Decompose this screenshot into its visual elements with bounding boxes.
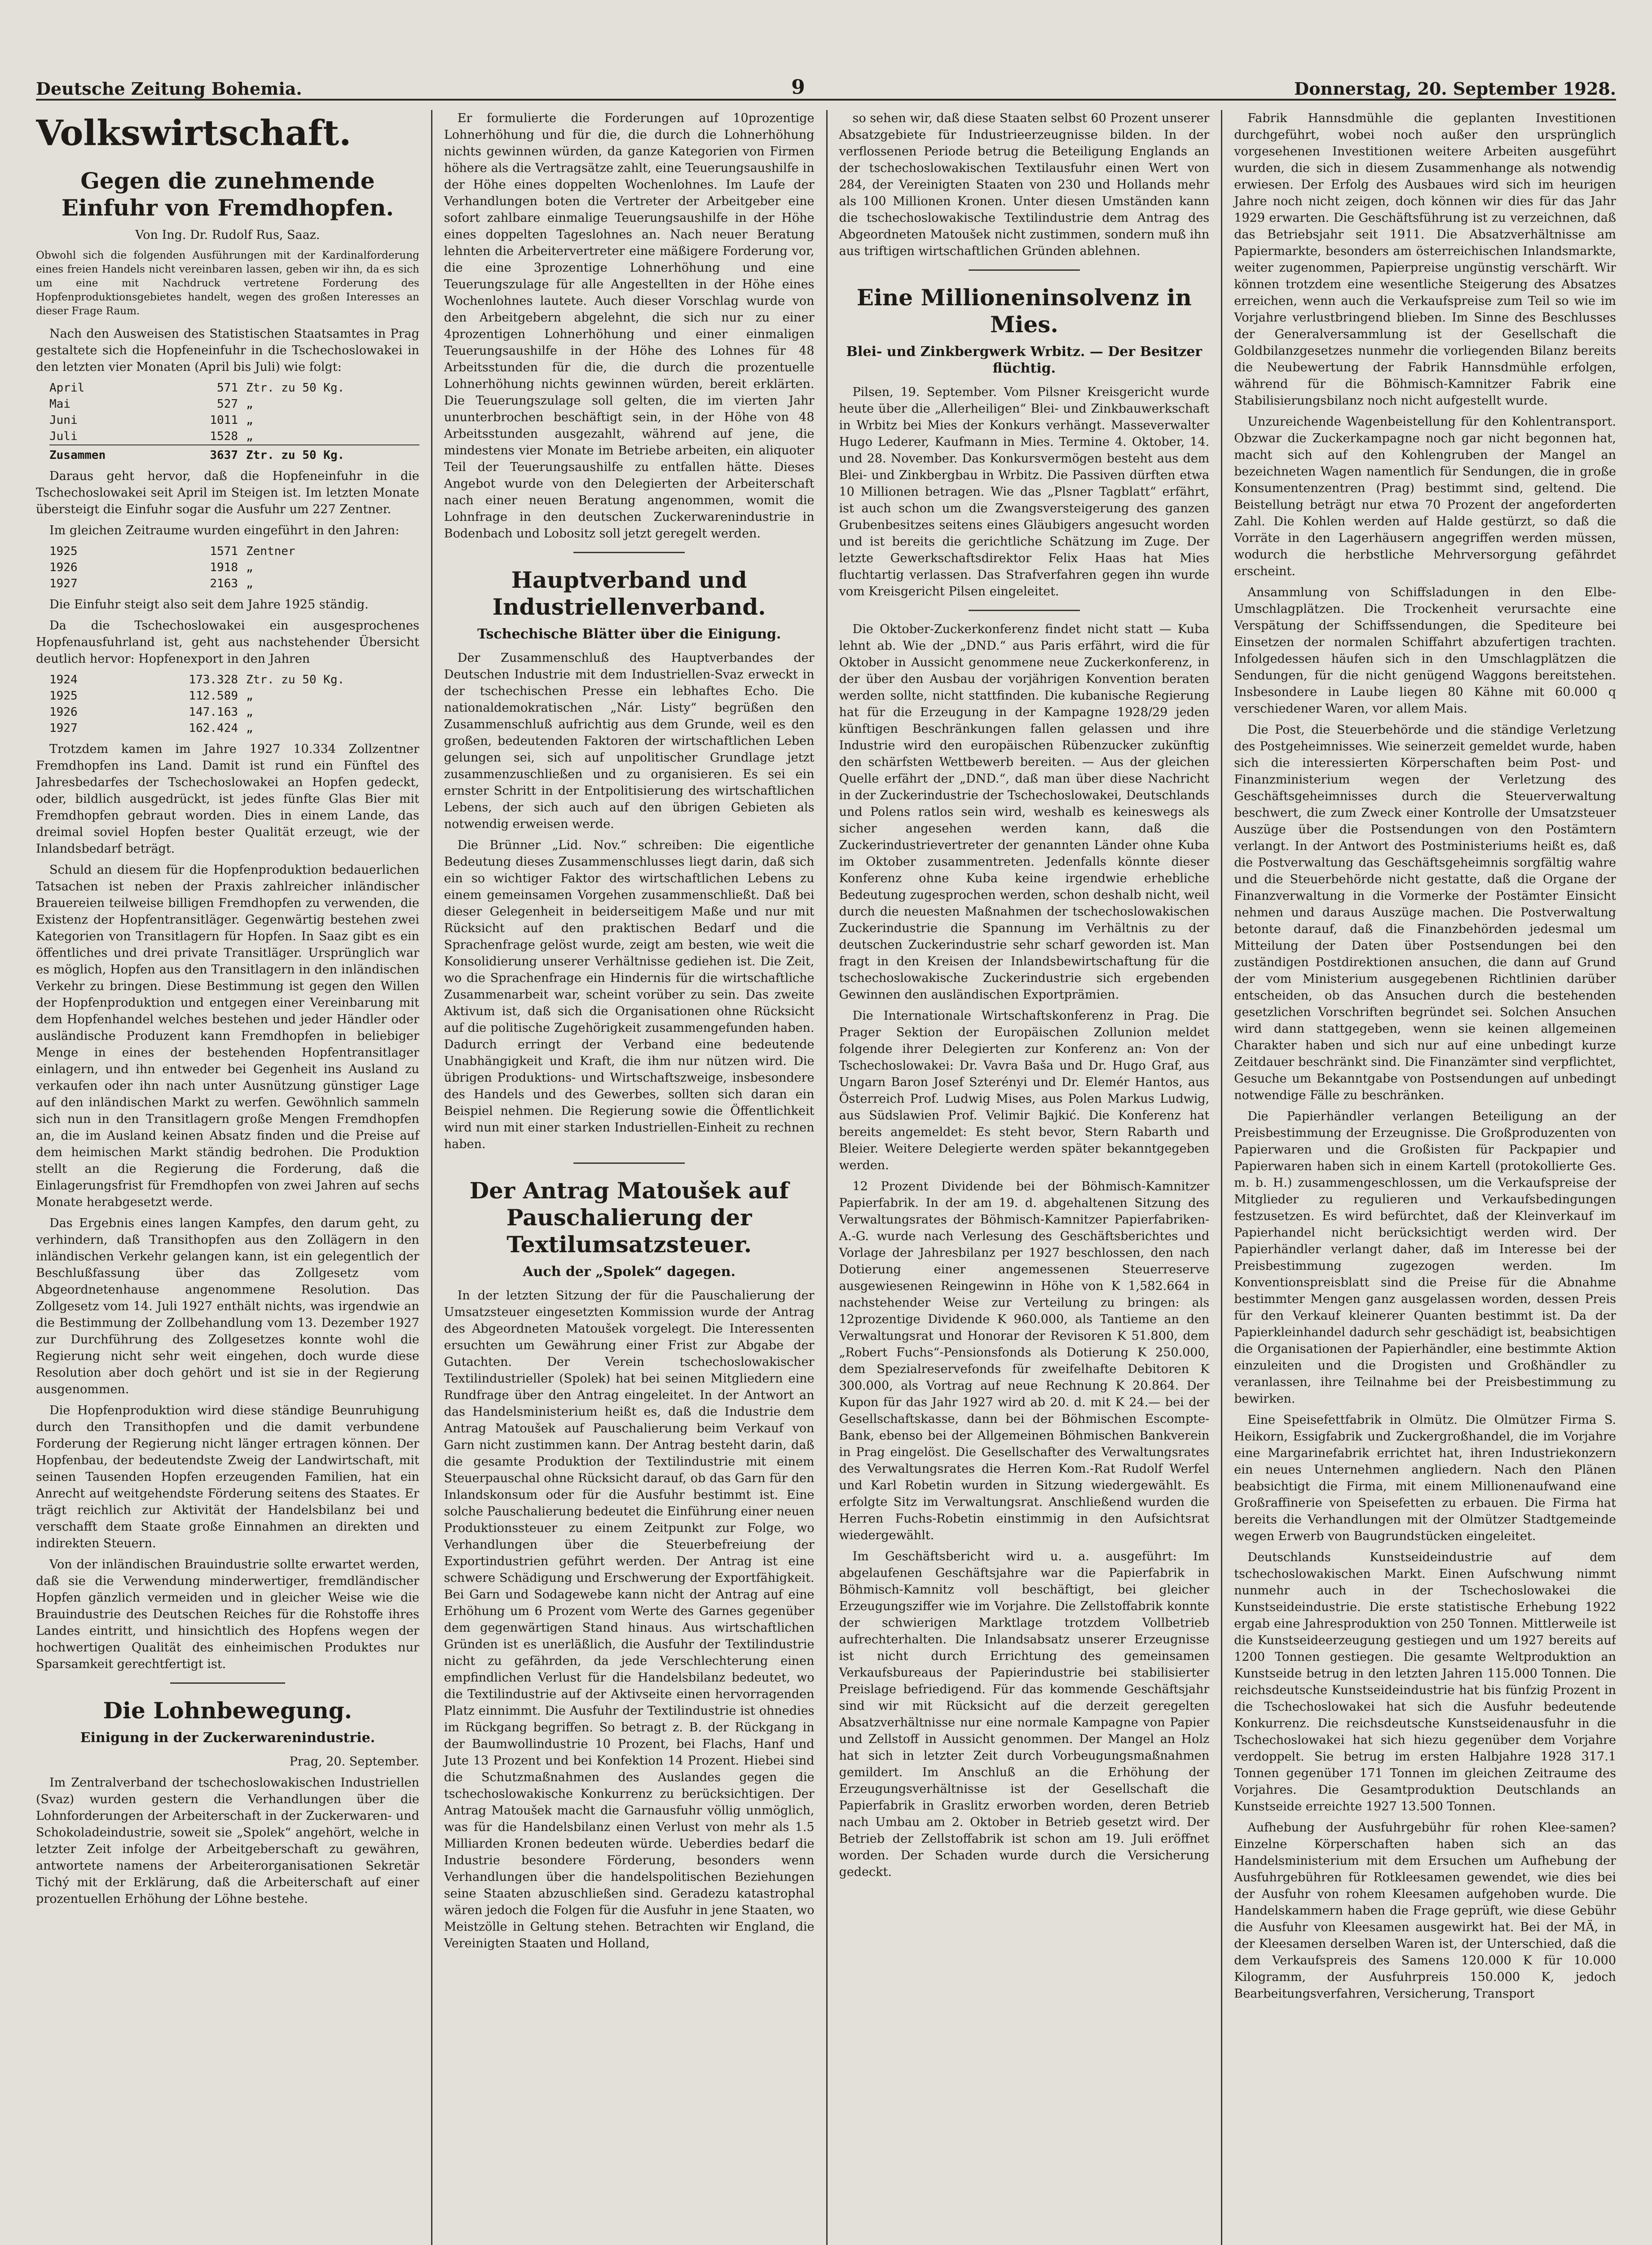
news-item: Die Papierhändler verlangen Beteiligung an der Preisbestimmung der Erzeugnisse. Die Großproduzenten von Papierwaren und die Großisten für Packpapier und Papierwaren haben sich in einem Kartell (protokollierte Ges. m. b. H.) zusammengeschlossen, um die Verkaufspreise der Mitglieder zu regulieren und Verkaufsbedingungen festzusetzen. Es wird befürchtet, daß der Kleinverkauf im Papierhandel nicht berücksichtigt werden wird. Der Papierhändler verlangt daher, daß im Interesse bei der Preisbestimmung zugezogen werden. Im Konventionspreisblatt sind die Preise für die Abnahme bestimmter Mengen ganz ausgelassen worden, dessen Preis für den Verkauf kleinerer Quanten bestimmt ist. Da der Papierkleinhandel dadurch sehr geschädigt ist, beabsichtigen die Organisationen der Papierhändler, eine bestimmte Aktion einzuleiten und die Drogisten und Großhändler zu veranlassen, ihre Teilnahme bei der Preisbestimmung zu bewirken. <box>1234 1109 1616 1406</box>
paragraph: Schuld an diesem für die Hopfenproduktion bedauerlichen Tatsachen ist neben der Praxis zahlreicher inländischer Brauereien teilweise billigen Fremdhopfen zu verwenden, die Existenz der Hopfentransitläger. Gegenwärtig bestehen zwei Kategorien von Transitlagern für Hopfen. In Saaz gibt es ein öffentliches und drei private Transitläger. Ursprünglich war es möglich, Hopfen aus den Transitlagern in den inländischen Verkehr zu bringen. Diese Bestimmung ist gegen den Willen der Hopfenproduktion und entgegen einer Vereinbarung mit dem Hopfenhandel welches bestehen und jeder Händler oder ausländische Produzent kann Fremdhopfen in beliebiger Menge in eines der bestehenden Hopfentransitlager einlagern, und ihn entweder bei Gegenheit ins Ausland zu verkaufen oder ihn nach unter Ausnützung günstiger Lage auf den inländischen Markt zu werfen. Gewöhnlich sammeln sich nun in den Transitlagern große Mengen Fremdhopfen an, die im Ausland keinen Absatz finden und die Preise auf dem heimischen Markt ständig bedrohen. Die Produktion stellt an die Regierung die Forderung, daß die Einlagerungsfrist für Fremdhopfen von zwei Jahren auf sechs Monate herabgesetzt werde. <box>36 863 419 1209</box>
masthead <box>36 67 1616 101</box>
paragraph: Die Hopfenproduktion wird diese ständige Beunruhigung durch den Transithopfen und die damit verbundene Forderung der Regierung nicht länger ertragen können. Der Hopfenbau, der bedeutendste Zweig der Landwirtschaft, mit seinen Tausenden Hopfen erzeugenden Familien, hat ein Anrecht auf weitgehendste Förderung seitens des Staates. Er trägt reichlich zur Aktivität der Handelsbilanz bei und verschafft dem Staate große Einnahmen an direkten und indirekten Steuern. <box>36 1404 419 1550</box>
article-subtitle: Auch der „Spolek“ dagegen. <box>523 1264 736 1280</box>
paragraph: Er formulierte die Forderungen auf 10prozentige Lohnerhöhung und für die, die durch die Lohnerhöhung nichts gewinnen würden, da ganze Kategorien von Firmen höhere als die Vertragsätze zahlt, eine Teuerungsaushilfe in der Höhe eines doppelten Wochenlohnes. Im Laufe der Verhandlungen boten die Vertreter der Arbeitgeber eine sofort zahlbare einmalige Teuerungsaushilfe in der Höhe eines doppelten Tageslohnes an. Nach neuer Beratung lehnten die Arbeitervertreter eine mäßigere Forderung vor, die eine 3prozentige Lohnerhöhung und eine Teuerungszulage für alle Angestellten in der Höhe eines Wochenlohnes lautete. Auch dieser Vorschlag wurde von den Arbeitgebern abgelehnt, die sich nur zu einer 4prozentigen Lohnerhöhung und einer einmaligen Teuerungsaushilfe in der Höhe des Lohnes für 48 Arbeitsstunden für die, die durch die prozentuelle Lohnerhöhung nichts gewinnen würden, bereit erklärten. Die Teuerungszulage soll gelten, die im vierten Jahr ununterbrochen beschäftigt sein, in der Höhe von 48 Arbeitsstunden ausgezahlt, während auf jene, die mindestens vier Monate im Betriebe arbeiten, ein aliquoter Teil der Teuerungsaushilfe zu entfallen hätte. Dieses Angebot wurde von den Delegierten der Arbeiterschaft nach einer neuen Beratung angenommen, womit die Lohnfrage in den deutschen Zuckerwarenindustrie in Bodenbach und Lobositz soll jetzt geregelt werden. <box>444 111 815 541</box>
news-item: Ansammlung von Schiffsladungen in den Elbe-Umschlagplätzen. Die Trockenheit verursachte eine Verspätung der Schiffssendungen, die Spediteure bei Einsetzen der normalen Schiffahrt abzufertigen trachten. Infolgedessen häufen sich in den Umschlagplätzen die Sendungen, für die nicht genügend Waggons bereitstehen. Insbesondere in Laube liegen 80 Kähne mit 60.000 q verschiedener Waren, vor allem Mais. <box>1234 585 1616 716</box>
stats-row: 1924 173.328 Ztr. zu 50 Kg. <box>49 673 345 687</box>
divider <box>969 269 1079 271</box>
column-3 <box>826 110 1221 2245</box>
article-title: Der Antrag Matoušek auf Pauschalierung der Textilumsatzsteuer. <box>469 1177 789 1258</box>
news-item: Eine Speisefettfabrik in Olmütz. Die Olmützer Firma S. Heikorn, Essigfabrik und Zuckergroßhandel, die im Vorjahre eine Margarinefabrik errichtet hat, ihren Industriekonzern ein neues Unternehmen angliedern. Nach den Plänen beabsichtigt die Firma, mit einem Millionenaufwand eine Großraffinerie von Speisefetten zu erbauen. Die Firma hat bereits die Verhandlungen mit der Olmützer Stadtgemeinde wegen Erwerb von Baugrundstücken eingeleitet. <box>1234 1413 1616 1543</box>
column-2 <box>431 110 826 2245</box>
stats-row: Mai 527 „ <box>49 397 253 411</box>
article-subtitle: Einigung in der Zuckerwarenindustrie. <box>80 1730 375 1746</box>
paragraph: Der Zusammenschluß des Hauptverbandes der Deutschen Industrie mit dem Industriellen-Svaz erweckt in der tschechischen Presse ein lebhaftes Echo. Die nationaldemokratischen „Nár. Listy“ begrüßen den Zusammenschluß aufrichtig aus dem Grunde, weil es den großen, bedeutenden Faktoren der wirtschaftlichen Leben gelungen sei, sich auf unpolitischer Grundlage jetzt zusammenzuschließen und zu organisieren. Es sei ein ernster Schritt in der Entpolitisierung des wirtschaftlichen Lebens, der sich auch auf den übrigen Gebieten als notwendig erweisen werde. <box>444 651 815 831</box>
article-author: Von Ing. Dr. Rudolf Rus, Saaz. <box>135 228 320 242</box>
divider <box>573 1162 684 1164</box>
export-stats-years <box>49 672 419 736</box>
column-4 <box>1221 110 1616 2245</box>
stats-row: 1925 1571 Zentner <box>49 545 295 558</box>
paragraph: Im gleichen Zeitraume wurden eingeführt in den Jahren: <box>49 524 400 537</box>
paragraph: Im Zentralverband der tschechoslowakischen Industriellen (Svaz) wurden gestern die Verhandlungen über die Lohnforderungen der Arbeiterschaft in der Zuckerwaren- und Schokoladeindustrie, soweit sie „Spolek“ angehört, welche in letzter Zeit infolge der Arbeitgeberschaft zu gewähren, antwortete namens der Arbeiterorganisationen Sekretär Tichý mit der Erklärung, daß die Arbeiterschaft auf einer prozentuellen Erhöhung der Löhne bestehe. <box>36 1776 419 1906</box>
stats-row: 1927 2163 „ <box>49 577 253 590</box>
news-item: Die Post, die Steuerbehörde und die ständige Verletzung des Postgeheimnisses. Wie seinerzeit gemeldet wurde, haben sich die interessierten Körperschaften beim Post- und Finanzministerium wegen der Verletzung des Geschäftsgeheimnisses durch die Steuerverwaltung beschwert, die zum Zweck einer Kontrolle der Umsatzsteuer Auszüge über die Postsendungen von den Postämtern verlangt. In der Antwort des Postministeriums heißt es, daß die Postverwaltung das Geschäftsgeheimnis sorgfältig wahre und die Steuerbehörde nicht gestatte, daß die Organe der Finanzverwaltung in die Vormerke der Postämter Einsicht nehmen und daraus Auszüge machen. Die Postverwaltung betonte darauf, daß die Finanzbehörden jedesmal um Mitteilung der Daten über Postsendungen bei den zuständigen Postdirektionen ansuchen, die dann auf Grund der vom Ministerium ausgegebenen Richtlinien darüber entscheiden, ob das Ansuchen durch die bestehenden gesetzlichen Vorschriften begründet sei. Solchen Ansuchen wird dann stattgegeben, wenn sie keinen allgemeinen Charakter haben und sich nur auf eine unbedingt kurze Zeitdauer beschränkt sind. Die Finanzämter sind verpflichtet, Gesuche um Bekanntgabe von Postsendungen auf unbedingt notwendige Fälle zu beschränken. <box>1234 723 1616 1102</box>
article-title: Eine Millioneninsolvenz in Mies. <box>856 284 1192 338</box>
paragraph: Daraus geht hervor, daß die Hopfeneinfuhr in die Tschechoslowakei seit April im Steigen ist. Im letzten Monate übersteigt die Einfuhr sogar die Ausfuhr um 227 Zentner. <box>36 469 419 516</box>
article-subtitle: Blei- und Zinkbergwerk Wrbitz. — Der Besitzer flüchtig. <box>846 344 1203 376</box>
paragraph: Nach den Ausweisen des Statistischen Staatsamtes in Prag gestaltete sich die Hopfeneinfuhr in die Tschechoslowakei in den letzten vier Monaten (April bis Juli) wie folgt: <box>36 327 419 374</box>
news-item: Die Oktober-Zuckerkonferenz findet nicht statt — Kuba lehnt ab. Wie der „DND.“ aus Paris erfährt, wird die für Oktober in Aussicht genommene neue Zuckerkonferenz, in der über den Ausbau der vorjährigen Konvention beraten werden sollte, nicht stattfinden. Die kubanische Regierung hat für die Erzeugung in der Kampagne 1928/29 jeden künftigen Beschränkungen fallen gelassen und ihre Industrie wird den europäischen Rübenzucker zukünftig den schärfsten Wettbewerb bereiten. — Aus der gleichen Quelle erfährt der „DND.“, daß man über diese Nachricht in der Zuckerindustrie der Tschechoslowakei, Deutschlands und Polens ratlos sein wird, weshalb es keineswegs als sicher angesehen werden kann, daß die Zuckerindustrievertreter der genannten Länder ohne Kuba im Oktober zusammentreten. Jedenfalls könnte dieser Konferenz ohne Kuba keine irgendwie erhebliche Bedeutung zugesprochen werden, schon deshalb nicht, weil durch die neuesten Maßnahmen der tschechoslowakischen Zuckerindustrie die Spannung im Verhältnis zu der deutschen Zuckerindustrie sehr scharf geworden ist. Man fragt in den Kreisen der Inlandsbewirtschaftung für die tschechoslowakische Zuckerindustrie sich ergebenden Gewinnen den ausländischen Exportprämien. <box>839 622 1210 1002</box>
stats-row: 1925 112.589 „ <box>49 689 253 703</box>
masthead-paper-name: Deutsche Zeitung Bohemia. <box>36 79 302 99</box>
article-subtitle: Tschechische Blätter über die Einigung. <box>477 626 781 642</box>
paragraph: In der letzten Sitzung der für die Pauschalierung der Umsatzsteuer eingesetzten Kommission wurde der Antrag des Abgeordneten Matoušek vorgelegt. Die Interessenten ersuchten um Gewährung einer Frist zur Abgabe der Gutachten. Der Verein tschechoslowakischer Textilindustrieller (Spolek) hat bei seinen Mitgliedern eine Rundfrage über den Antrag eingeleitet. In der Antwort an das Handelsministerium heißt es, daß die Industrie dem Antrag Matoušek auf Pauschalierung beim Verkauf von Garn nicht zustimmen kann. Der Antrag besteht darin, daß die gesamte Produktion der Textilindustrie mit einem Steuerpauschal ohne Rücksicht darauf, ob das Garn für den Inlandskonsum oder für die Ausfuhr bestimmt ist. Eine solche Pauschalierung bedeutet die Einführung einer neuen Produktionssteuer zu einem Zeitpunkt zur Folge, wo Verhandlungen über die Steuerbefreiung der Exportindustrien geführt werden. Der Antrag ist eine schwere Schädigung und Erschwerung der Exportfähigkeit. Bei Garn und Sodagewebe kann nicht der Antrag auf eine Erhöhung um 6 Prozent vom Werte des Garnes gegenüber dem gegenwärtigen Stand hinaus. Aus wirtschaftlichen Gründen ist es unerläßlich, die Ausfuhr der Textilindustrie nicht zu gefährden, da jede Verschlechterung einen empfindlichen Verlust für die Handelsbilanz bedeutet, wo die Textilindustrie auf der Aktivseite einen hervorragenden Platz einnimmt. Die Ausfuhr der Textilindustrie ist ohnedies im Rückgang begriffen. So betragt z. B. der Rückgang in der Baumwollindustrie 10 Prozent, bei Flachs, Hanf und Jute 13 Prozent und bei Konfektion 14 Prozent. Hiebei sind die Schutzmaßnahmen des Auslandes gegen die tschechoslowakische Konkurrenz zu berücksichtigen. Der Antrag Matoušek macht die Garnausfuhr völlig unmöglich, was für die Handelsbilanz einen Verlust von mehr als 1.5 Milliarden Kronen bedeuten würde. Ueberdies bedarf die Industrie besondere Förderung, besonders wenn Verhandlungen über die handelspolitischen Beziehungen seine Staaten abzuschließen sind. Geradezu katastrophal wären jedoch die Folgen für die Ausfuhr in jene Staaten, wo Meistzölle in Geltung stehen. Betrachten wir England, die Vereinigten Staaten und Holland, <box>444 1289 815 1950</box>
article-intro: Obwohl sich die folgenden Ausführungen mit der Kardinalforderung eines freien Handels nicht vereinbaren lassen, geben wir ihn, da es sich um eine mit Nachdruck vertretene Forderung des Hopfenproduktionsgebietes handelt, wegen des großen Interesses an dieser Frage Raum. <box>36 250 419 317</box>
paragraph: Die Brünner „Lid. Nov.“ schreiben: Die eigentliche Bedeutung dieses Zusammenschlusses liegt darin, daß sich ein so wichtiger Faktor des wirtschaftlichen Lebens zu einem gemeinsamen Vorgehen zusammenschließt. Daß bei dieser Gelegenheit in beiderseitigem Maße und nur mit Rücksicht auf den praktischen Bedarf und die Sprachenfrage gelöst wurde, zeigt am besten, wie weit die Konsolidierung unserer Verhältnisse gediehen ist. Die Zeit, wo die Sprachenfrage ein Hindernis für die wirtschaftliche Zusammenarbeit war, scheint vorüber zu sein. Das zweite Aktivum ist, daß sich die Organisationen ohne Rücksicht auf die politische Zugehörigkeit zusammengefunden haben. Dadurch erringt der Verband eine bedeutende Unabhängigkeit und Kraft, die ihm nur nützen wird. Die übrigen Produktions- und Wirtschaftszweige, insbesondere des Handels und des Gewerbes, sollten sich daran ein Beispiel nehmen. Die Regierung sowie die Öffentlichkeit wird nun mit einer starken Industriellen-Einheit zu rechnen haben. <box>444 838 815 1151</box>
news-item: Deutschlands Kunstseideindustrie auf dem tschechoslowakischen Markt. Einen Aufschwung nimmt nunmehr auch in der Tschechoslowakei die Kunstseideindustrie. Die erste statistische Erhebung 1922 ergab eine Jahresproduktion von 250 Tonnen. Mittlerweile ist die Kunstseideerzeugung gestiegen und um 1927 bereits auf 1200 Tonnen gestiegen. Die gesamte Weltproduktion an Kunstseide betrug in den letzten Jahren 115.000 Tonnen. Die reichsdeutsche Kunstseideindustrie hat bis fünfzig Prozent in die Tschechoslowakei hat sich die Ausfuhr bedeutende Konkurrenz. Die reichsdeutsche Kunstseidenausfuhr in die Tschechoslowakei hat sich hiezu gegenüber dem Vorjahre verdoppelt. Sie betrug im ersten Halbjahre 1928 317.1 Tonnen gegenüber 171 Tonnen im gleichen Zeitraume des Vorjahres. Die Gesamtproduktion Deutschlands an Kunstseide erreichte 1927 13.500 Tonnen. <box>1234 1550 1616 1814</box>
masthead-date: Donnerstag, 20. September 1928. <box>1294 79 1616 99</box>
article-title: Die Lohnbewegung. <box>103 1697 352 1724</box>
stats-row: 1926 1918 „ <box>49 561 253 574</box>
article-title: Gegen die zunehmende Einfuhr von Fremdhopfen. <box>61 167 394 221</box>
page-number: 9 <box>791 76 805 99</box>
section-title: Volkswirtschaft. <box>36 113 352 154</box>
paragraph: Von der inländischen Brauindustrie sollte erwartet werden, daß sie die Verwendung minderwertiger, fremdländischer Hopfen gänzlich vermeiden und in gleicher Weise wie die Brauindustrie des Deutschen Reiches für die Rohstoffe ihres Landes eintritt, und hinsichtlich des Hopfens wegen der hochwertigen Qualität des einheimischen Produktes nur Sparsamkeit gerechtfertigt ist. <box>36 1558 419 1671</box>
import-stats-months <box>49 380 419 463</box>
paragraph: Im Geschäftsbericht wird u. a. ausgeführt: Im abgelaufenen Geschäftsjahre war die Papierfabrik in Böhmisch-Kamnitz voll beschäftigt, bei gleicher Erzeugungsziffer wie im Vorjahre. Die Zellstoffabrik konnte der schwierigen Marktlage trotzdem Vollbetrieb aufrechterhalten. Die Inlandsabsatz unserer Erzeugnisse ist nicht durch Errichtung des gemeinsamen Verkaufsbureaus der Papierindustrie bei stabilisierter Preislage befriedigend. Für das kommende Geschäftsjahr sind wir mit Rücksicht auf die derzeit geregelten Absatzverhältnisse nur eine normale Kampagne von Papier und Zellstoff in Aussicht genommen. Der Mangel an Holz hat sich in letzter Zeit durch Vorbeugungsmaßnahmen gemildert. Im Anschluß an die Erhöhung der Erzeugungsverhältnisse ist der Gesellschaft die Papierfabrik in Graslitz erworben worden, deren Betrieb nach Umbau am 2. Oktober in Betrieb gesetzt wird. Der Betrieb der Zellstoffabrik ist schon am 19. Juli eröffnet worden. Der Schaden wurde durch die Versicherung gedeckt. <box>839 1549 1210 1879</box>
stats-row: 1927 162.424 „ <box>49 722 253 735</box>
paragraph: so sehen wir, daß diese Staaten selbst 60 Prozent unserer Absatzgebiete für Industrieerzeugnisse bilden. In der verflossenen Periode betrug die Beteiligung Englands an der tschechoslowakischen Textilausfuhr einen Wert von 284, der Vereinigten Staaten von 230 und Hollands mehr als 100 Millionen Kronen. Unter diesen Umständen kann die tschechoslowakische Textilindustrie dem Antrag des Abgeordneten Matoušek nicht zustimmen, sondern muß ihn aus triftigen wirtschaftlichen Gründen ablehnen. <box>839 111 1210 258</box>
columns <box>36 110 1616 2245</box>
divider <box>969 610 1079 611</box>
stats-row: 1926 147.163 „ <box>49 705 253 719</box>
paragraph: Trotzdem kamen im Jahre 1927 10.334 Zollzentner Fremdhopfen ins Land. Damit ist rund ein Fünftel des Jahresbedarfes der Tschechoslowakei an Hopfen gedeckt, oder, bildlich ausgedrückt, ist jedes fünfte Glas Bier mit Fremdhopfen gebraut worden. Dies in einem Lande, das dreimal soviel Hopfen bester Qualität erzeugt, wie der Inlandsbedarf beträgt. <box>36 742 419 856</box>
stats-row: April 571 Ztr. zu 50 Kg. <box>49 381 345 395</box>
news-item: Aufhebung der Ausfuhrgebühr für rohen Klee-samen? Einzelne Körperschaften haben sich an das Handelsministerium mit dem Ersuchen um Aufhebung der Ausfuhrgebühren für Rotkleesamen gewendet, wie dies bei der Ausfuhr von rohem Kleesamen aufgehoben wurde. Die Handelskammern haben die Frage geprüft, wie diese Gebühr die Ausfuhr von Kleesamen ausgewirkt hat. Bei der MÄ, in der Kleesamen derselben Waren ist, der Unterschied, daß die dem Verkaufspreis des Samens 120.000 K für 10.000 Kilogramm, der Ausfuhrpreis 150.000 K, jedoch Bearbeitungsverfahren, Versicherung, Transport <box>1234 1821 1616 2001</box>
paragraph: Da die Tschechoslowakei ein ausgesprochenes Hopfenausfuhrland ist, geht aus nachstehender Übersicht deutlich hervor: Hopfenexport in den Jahren <box>36 619 419 666</box>
dateline: Prag, 20. September. <box>289 1755 419 1769</box>
divider <box>573 552 684 553</box>
import-stats-years <box>49 543 419 592</box>
column-1 <box>36 110 431 2245</box>
paragraph: Die Einfuhr steigt also seit dem Jahre 1925 ständig. <box>49 598 369 612</box>
paragraph: Fabrik Hannsdmühle die geplanten Investitionen durchgeführt, wobei noch außer den ursprünglich vorgesehenen Investitionen weitere Arbeiten ausgeführt wurden, die sich in diesem Zusammenhange als notwendig erwiesen. Der Erfolg des Ausbaues wird sich im heurigen Jahre noch nicht zeigen, doch können wir dies für das Jahr 1929 erwarten. Die Geschäftsführung ist zu verzeichnen, daß das Betriebsjahr seit 1911. Die Absatzverhältnisse am Papiermarkte, besonders am österreichischen Inlandsmarkte, weiter zugenommen, Papierpreise ungünstig verschärft. Wir können trotzdem eine wesentliche Steigerung des Absatzes erreichen, wenn auch die Verkaufspreise zum Teil so wie im Vorjahre verlustbringend blieben. Im Sinne des Beschlusses der Generalversammlung ist der Gesellschaft die Goldbilanzgesetzes nunmehr die vorliegenden Bilanz bereits die Neubewertung der Fabrik Hannsdmühle erfolgen, während für die Böhmisch-Kamnitzer Fabrik eine Stabilisierungsbilanz noch nicht aufgestellt wurde. <box>1234 111 1616 408</box>
paragraph: Pilsen, 19. September. Vom Pilsner Kreisgericht wurde heute über die „Allerheiligen“ Blei- und Zinkbauwerkschaft in Wrbitz bei Mies der Konkurs verhängt. Masseverwalter Hugo Lederer, Kaufmann in Mies. Termine 4. Oktober, 14. und 28. November. Das Konkursvermögen besteht aus dem Blei- und Zinkbergbau in Wrbitz. Die Passiven dürften etwa 10 Millionen betragen. Wie das „Plsner Tagblatt“ erfährt, ist auch schon um die Zwangsversteigerung des ganzen Grubenbesitzes seitens eines Gläubigers angesucht worden und ist bereits die gerichtliche Schätzung im Zuge. Der letzte Gewerkschaftsdirektor Felix Haas hat Mies fluchtartig verlassen. Das Strafverfahren gegen ihn wurde vom Kreisgericht Pilsen eingeleitet. <box>839 385 1210 599</box>
stats-row: Juni 1011 „ <box>49 414 253 427</box>
article-title: Hauptverband und Industriellenverband. <box>492 567 766 620</box>
stats-row: Juli 1528 „ <box>49 430 253 443</box>
paragraph: Das Ergebnis eines langen Kampfes, den darum geht, zu verhindern, daß Transithopfen aus den Zollägern in den inländischen Verkehr gelangen kann, ist ein gelegentlich der Beschlußfassung über das Zollgesetz vom Abgeordnetenhause angenommene Resolution. Das Zollgesetz vom 14. Juli 1927 enthält nichts, was irgendwie an die Bestimmung der Zollbehandlung vom 13. Dezember 1927 zur Durchführung des Zollgesetzes konnte wohl die Regierung nicht sehr weit eingehen, doch wurde diese Resolution aber doch gehört und ist sie in der Regierung ausgenommen. <box>36 1216 419 1396</box>
news-item: Unzureichende Wagenbeistellung für den Kohlentransport. Obzwar die Zuckerkampagne noch gar nicht begonnen hat, macht sich auf den Kohlengruben der Mangel an bezeichneten Wagen namentlich für Sendungen, die in große Konsumentenzentren (Prag) bestimmt sind, geltend. Die Beistellung beträgt nur etwa 70 Prozent der angeforderten Zahl. Die Kohlen werden auf Halde gestürzt, so daß die Vorräte in den Lagerhäusern angegriffen werden müssen, wodurch die herbstliche Mehrversorgung gefährdet erscheint. <box>1234 415 1616 578</box>
news-item: Die Internationale Wirtschaftskonferenz in Prag. Die Prager Sektion der Europäischen Zollunion meldet folgende ihrer Delegierten zur Konferenz an: Von der Tschechoslowakei: Dr. Vavra Baša und Dr. Hugo Graf, aus Ungarn Baron Josef Szterényi und Dr. Elemér Hantos, aus Österreich Prof. Ludwig Mises, aus Polen Markus Ludwig, aus Südslawien Prof. Velimir Bajkić. Die Konferenz hat bereits angemeldet: Es steht bevor, Stern Rabarth und Bleier. Weitere Delegierte werden später bekanntgegeben werden. <box>839 1009 1210 1172</box>
stats-total-row: Zusammen 3637 Ztr. zu 50 Kg. <box>49 445 419 463</box>
news-item: 12 Prozent Dividende bei der Böhmisch-Kamnitzer Papierfabrik. In der am 19. d. abgehaltenen Sitzung des Verwaltungsrates der Böhmisch-Kamnitzer Papierfabriken-A.-G. wurde nach Verlesung des Geschäftsberichtes und Vorlage der Jahresbilanz per 1927 beschlossen, den nach Dotierung einer angemessenen Steuerreserve ausgewiesenen Reingewinn in Höhe von K 1,582.664 in nachstehender Weise zur Verteilung zu bringen: als 12prozentige Dividende K 960.000, als Tantieme an den Verwaltungsrat und Honorar der Revisoren K 51.800, dem „Robert Fuchs“-Pensionsfonds als Dotierung K 250.000, dem Spezialreservefonds für zweifelhafte Debitoren K 300.000, als Vortrag auf neue Rechnung K 20.864. Der Kupon für das Jahr 1927 wird ab 20. d. mit K 24.— bei der Gesellschaftskasse, dann bei der Böhmischen Escompte-Bank, ebenso bei der Allgemeinen Böhmischen Bankverein in Prag eingelöst. Die Gesellschafter des Verwaltungsrates des Verwaltungsrates die Herren Kom.-Rat Rudolf Werfel und Karl Robetin wurden in Sitzung wiedergewählt. Es erfolgte Sitz im Verwaltungsrat. Anschließend wurden die Herren Fuchs-Robetin einstimmig in den Aufsichtsrat wiedergewählt. <box>839 1180 1210 1542</box>
divider <box>170 1682 285 1684</box>
